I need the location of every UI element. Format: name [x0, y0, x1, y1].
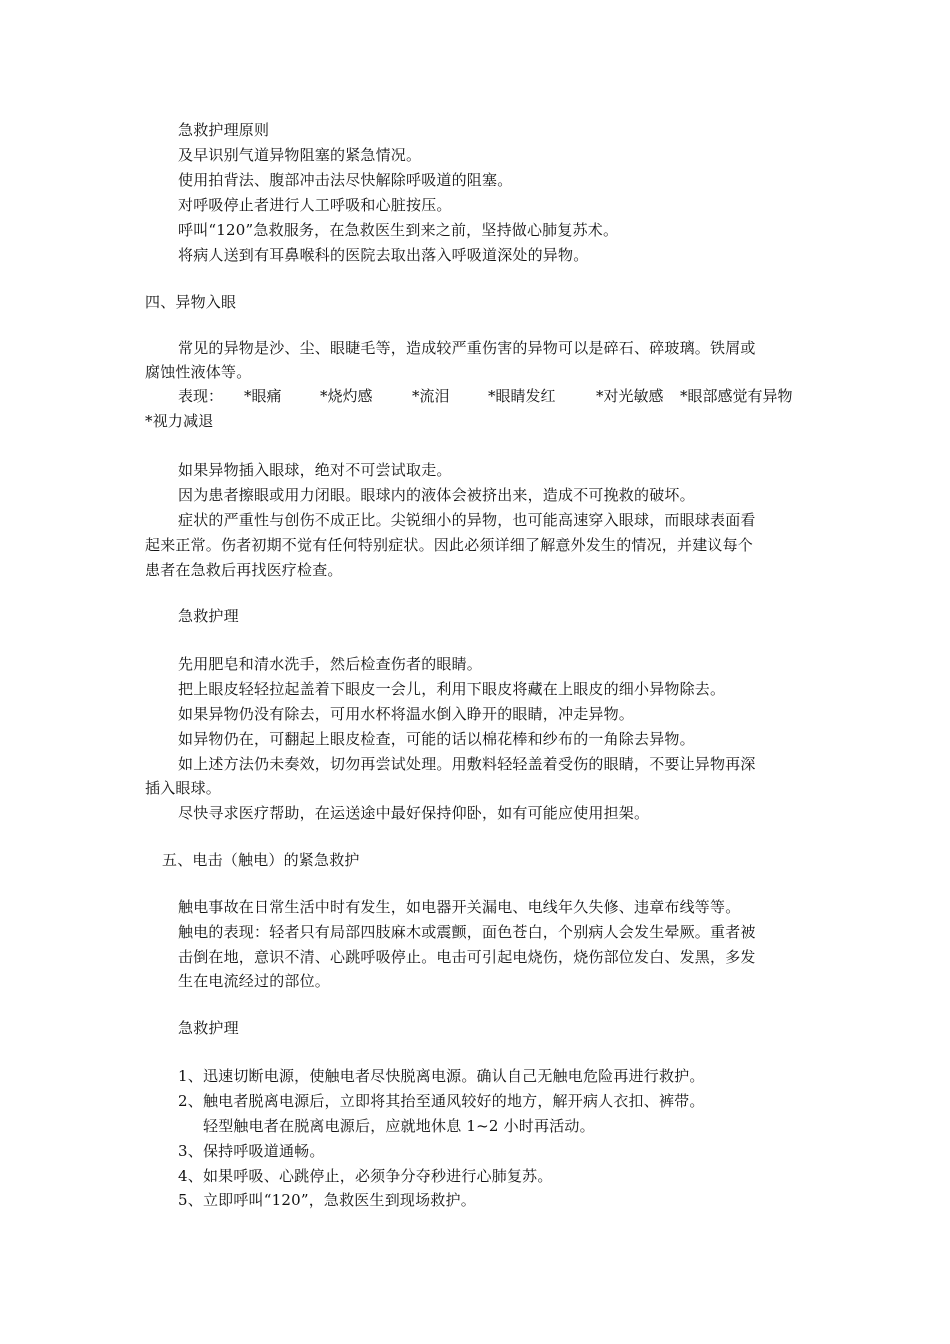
care-step: 如果异物仍没有除去，可用水杯将温水倒入睁开的眼睛，冲走异物。	[178, 705, 635, 723]
care-step: 如上述方法仍未奏效，切勿再尝试处理。用敷料轻轻盖着受伤的眼睛，不要让异物再深	[178, 755, 756, 773]
care-principles-heading: 急救护理原则	[178, 121, 270, 139]
symptom-item: *眼睛发红	[488, 387, 556, 405]
paragraph-line: 生在电流经过的部位。	[178, 972, 331, 990]
symptoms-label: 表现：	[178, 387, 224, 405]
paragraph-line: 常见的异物是沙、尘、眼睫毛等，造成较严重伤害的异物可以是碎石、碎玻璃。铁屑或	[178, 339, 756, 357]
paragraph-line: 腐蚀性液体等。	[145, 363, 252, 381]
paragraph-line: 患者在急救后再找医疗检查。	[145, 561, 343, 579]
care-step: 尽快寻求医疗帮助，在运送途中最好保持仰卧，如有可能应使用担架。	[178, 804, 650, 822]
shock-step: 3、保持呼吸道通畅。	[178, 1142, 325, 1160]
principle-item: 对呼吸停止者进行人工呼吸和心脏按压。	[178, 196, 452, 214]
shock-step-note: 轻型触电者在脱离电源后，应就地休息 1~2 小时再活动。	[203, 1117, 595, 1135]
principle-item: 使用拍背法、腹部冲击法尽快解除呼吸道的阻塞。	[178, 171, 513, 189]
symptom-item: *视力减退	[145, 412, 214, 430]
symptom-item: *对光敏感	[596, 387, 664, 405]
paragraph-line: 症状的严重性与创伤不成正比。尖锐细小的异物，也可能高速穿入眼球，而眼球表面看	[178, 511, 756, 529]
care-step: 把上眼皮轻轻拉起盖着下眼皮一会儿，利用下眼皮将藏在上眼皮的细小异物除去。	[178, 680, 726, 698]
section-title-electric-shock: 五、电击（触电）的紧急救护	[162, 851, 360, 869]
paragraph-line: 触电事故在日常生活中时有发生，如电器开关漏电、电线年久失修、违章布线等等。	[178, 898, 741, 916]
paragraph-line: 起来正常。伤者初期不觉有任何特别症状。因此必须详细了解意外发生的情况，并建议每个	[145, 536, 754, 554]
shock-step: 4、如果呼吸、心跳停止，必须争分夺秒进行心肺复苏。	[178, 1167, 553, 1185]
principle-item: 及早识别气道异物阻塞的紧急情况。	[178, 146, 422, 164]
paragraph-line: 如果异物插入眼球，绝对不可尝试取走。	[178, 461, 452, 479]
paragraph-line: 触电的表现：轻者只有局部四肢麻木或震颤，面色苍白，个别病人会发生晕厥。重者被	[178, 923, 756, 941]
care-heading: 急救护理	[178, 1019, 239, 1037]
paragraph-line: 击倒在地，意识不清、心跳呼吸停止。电击可引起电烧伤，烧伤部位发白、发黑，多发	[178, 948, 756, 966]
paragraph-line: 因为患者擦眼或用力闭眼。眼球内的液体会被挤出来，造成不可挽救的破坏。	[178, 486, 695, 504]
shock-step: 1、迅速切断电源，使触电者尽快脱离电源。确认自己无触电危险再进行救护。	[178, 1067, 705, 1085]
care-heading: 急救护理	[178, 607, 239, 625]
symptom-item: *流泪	[412, 387, 450, 405]
symptom-item: *烧灼感	[320, 387, 373, 405]
shock-step: 5、立即呼叫“120”，急救医生到现场救护。	[178, 1191, 476, 1209]
principle-item: 呼叫“120”急救服务，在急救医生到来之前，坚持做心肺复苏术。	[178, 221, 619, 239]
care-step: 如异物仍在，可翻起上眼皮检查，可能的话以棉花棒和纱布的一角除去异物。	[178, 730, 695, 748]
principle-item: 将病人送到有耳鼻喉科的医院去取出落入呼吸道深处的异物。	[178, 246, 589, 264]
care-step: 先用肥皂和清水洗手，然后检查伤者的眼睛。	[178, 655, 483, 673]
symptom-item: *眼部感觉有异物	[680, 387, 793, 405]
symptom-list	[178, 386, 818, 406]
care-step: 插入眼球。	[145, 779, 222, 797]
symptom-item: *眼痛	[244, 387, 282, 405]
section-title-foreign-body-eye: 四、异物入眼	[145, 293, 237, 311]
shock-step: 2、触电者脱离电源后，立即将其抬至通风较好的地方，解开病人衣扣、裤带。	[178, 1092, 705, 1110]
